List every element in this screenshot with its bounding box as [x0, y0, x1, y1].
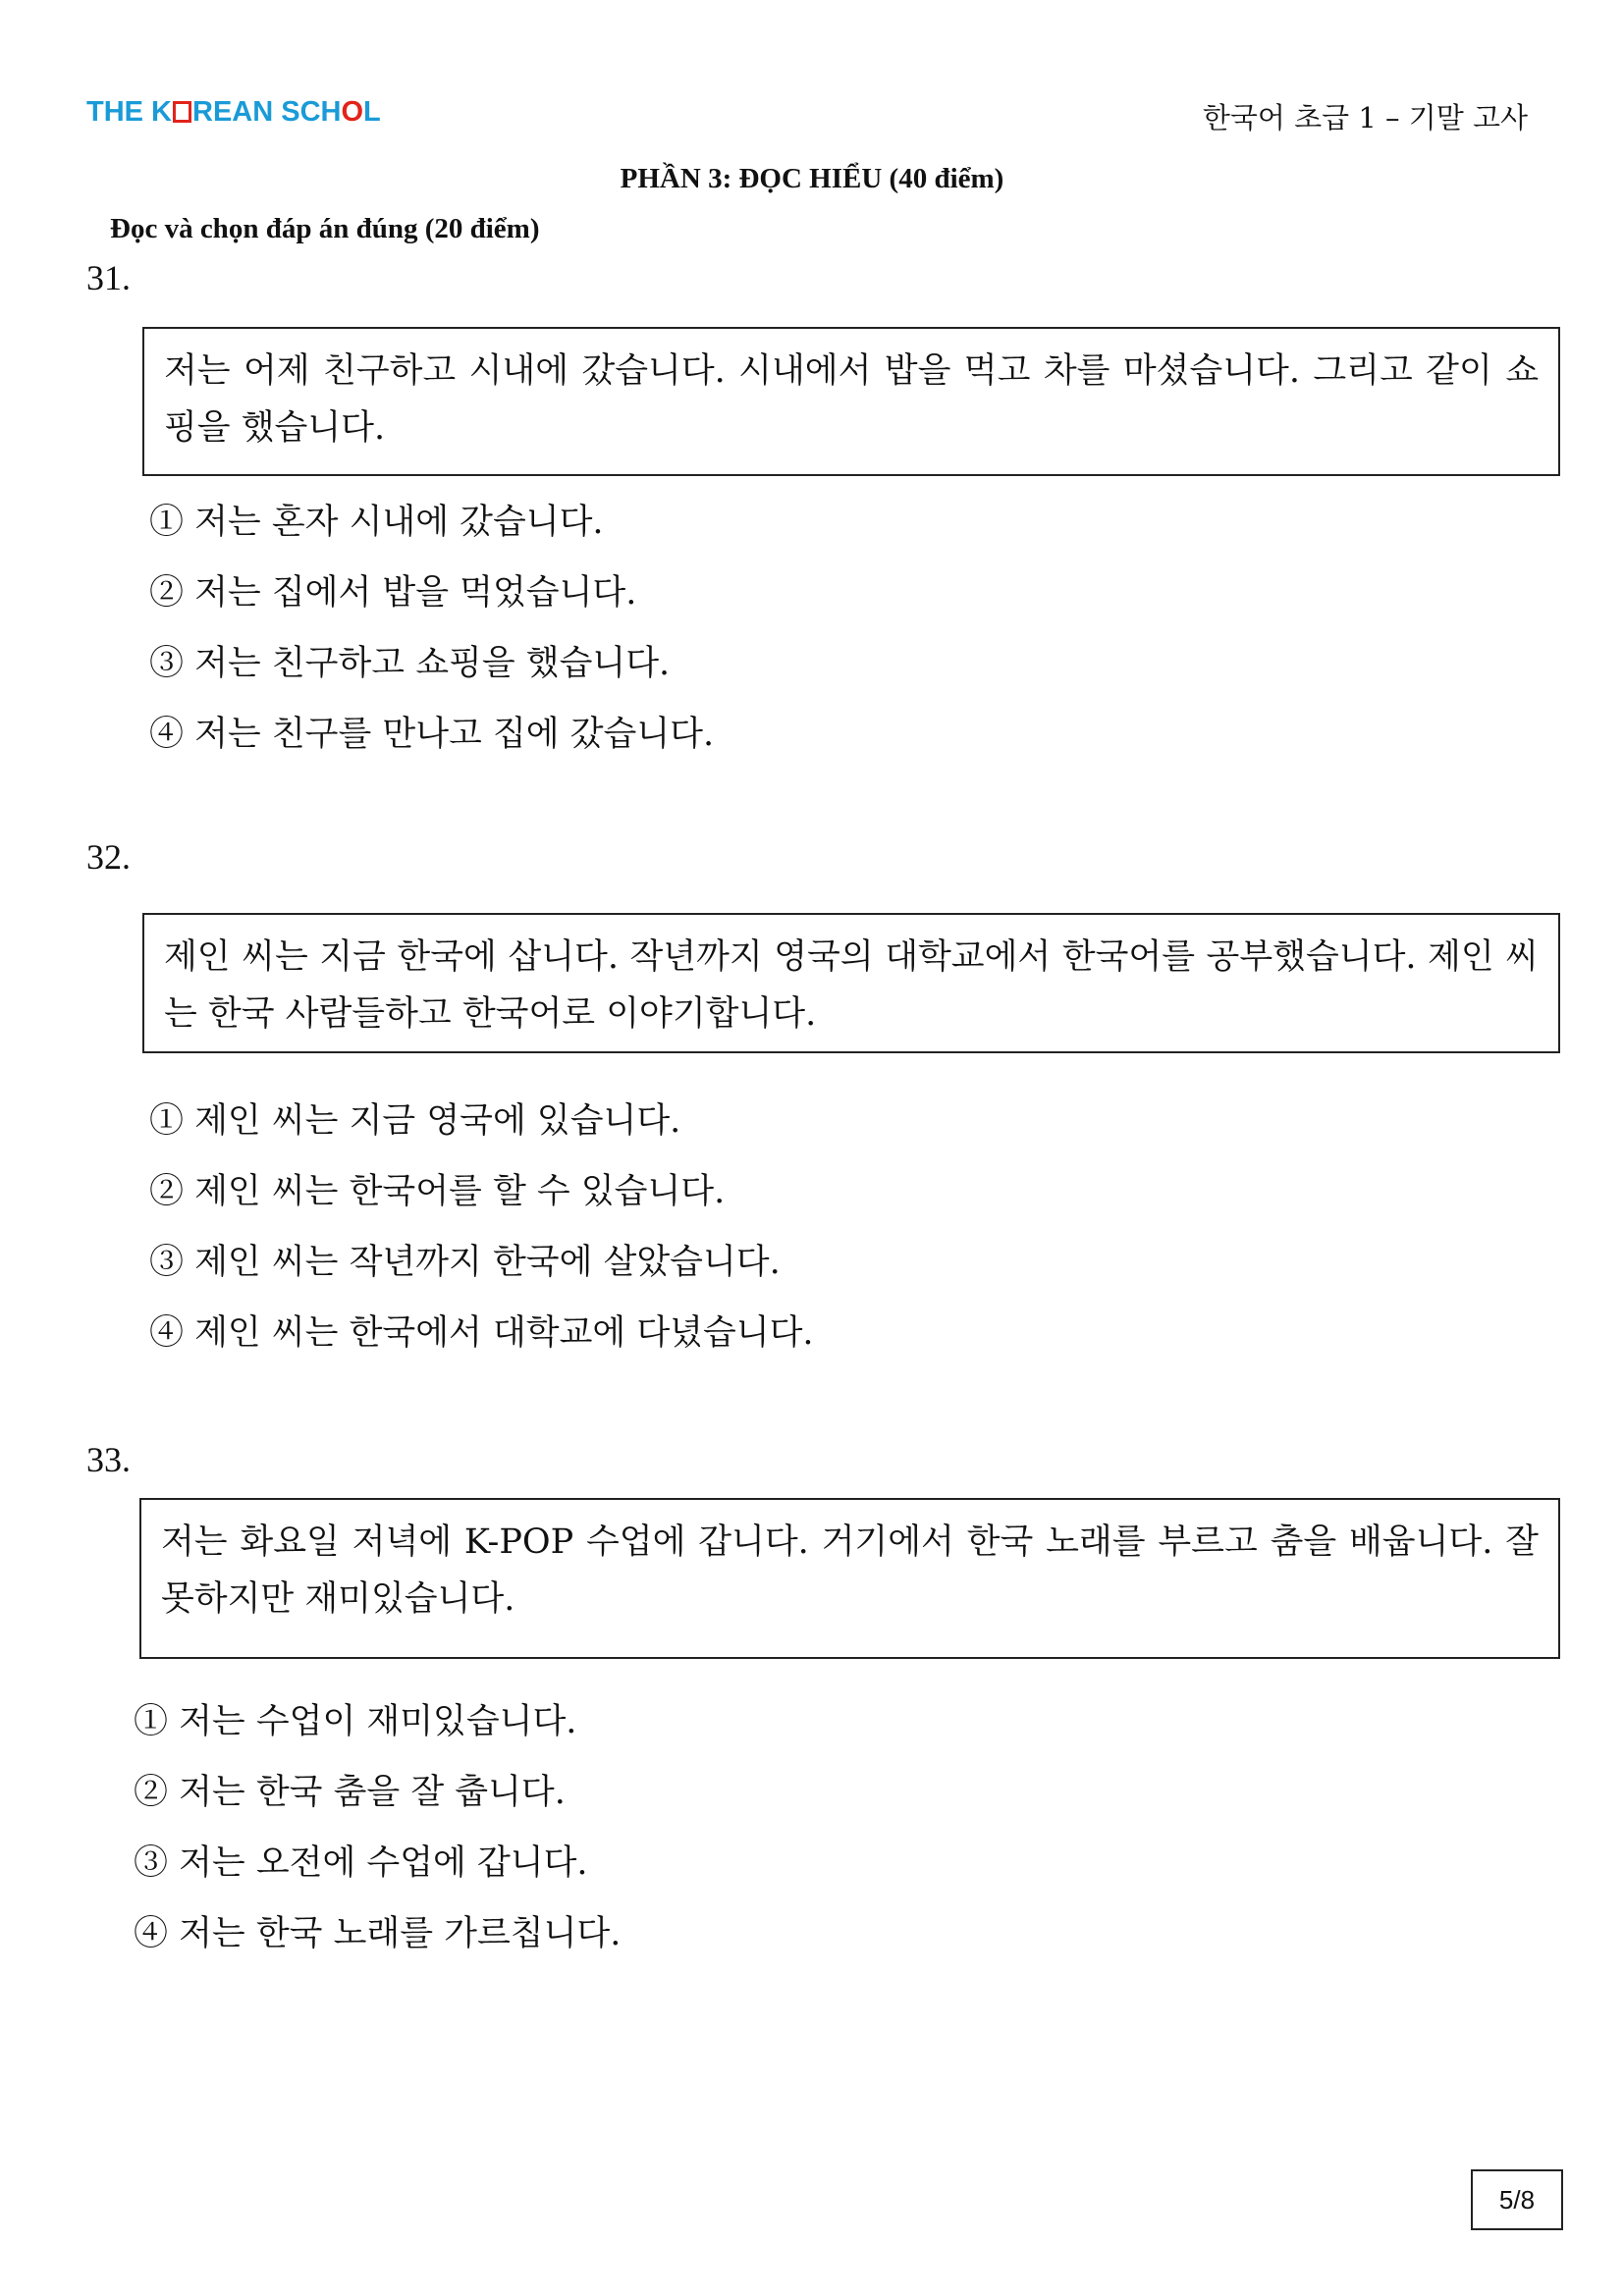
answer-option[interactable]: ④ 저는 친구를 만나고 집에 갔습니다. — [149, 715, 715, 754]
answer-option[interactable]: ① 저는 수업이 재미있습니다. — [134, 1702, 577, 1741]
logo-text-middle: REAN SCH — [192, 96, 342, 128]
question-number: 31. — [86, 258, 131, 297]
logo-text-end: L — [363, 96, 381, 128]
page-number: 5/8 — [1471, 2169, 1563, 2230]
question-passage: 제인 씨는 지금 한국에 삽니다. 작년까지 영국의 대학교에서 한국어를 공부했습니다. 제인 씨는 한국 사람들하고 한국어로 이야기합니다. — [142, 913, 1560, 1053]
section-instruction: Đọc và chọn đáp án đúng (20 điểm) — [110, 213, 540, 244]
logo-text-red-o: O — [341, 96, 364, 128]
logo-square-icon — [173, 101, 191, 123]
school-logo — [86, 96, 381, 129]
section-title: PHẦN 3: ĐỌC HIỂU (40 điểm) — [620, 163, 1004, 194]
answer-option[interactable]: ② 제인 씨는 한국어를 할 수 있습니다. — [149, 1172, 726, 1211]
answer-option[interactable]: ③ 저는 오전에 수업에 갑니다. — [134, 1843, 588, 1883]
answer-option[interactable]: ② 저는 집에서 밥을 먹었습니다. — [149, 573, 637, 613]
question-passage: 저는 화요일 저녁에 K-POP 수업에 갑니다. 거기에서 한국 노래를 부르고 춤을 배웁니다. 잘 못하지만 재미있습니다. — [139, 1498, 1560, 1659]
answer-options — [149, 1086, 814, 1368]
answer-option[interactable]: ③ 저는 친구하고 쇼핑을 했습니다. — [149, 644, 671, 683]
answer-options — [134, 1686, 621, 1969]
answer-option[interactable]: ③ 제인 씨는 작년까지 한국에 살았습니다. — [149, 1243, 781, 1282]
question-number: 33. — [86, 1440, 131, 1479]
logo-text-start: THE K — [86, 96, 172, 128]
answer-option[interactable]: ④ 저는 한국 노래를 가르칩니다. — [134, 1914, 622, 1953]
answer-option[interactable]: ① 저는 혼자 시내에 갔습니다. — [149, 503, 604, 542]
answer-options — [149, 487, 714, 770]
answer-option[interactable]: ② 저는 한국 춤을 잘 춥니다. — [134, 1773, 566, 1812]
answer-option[interactable]: ① 제인 씨는 지금 영국에 있습니다. — [149, 1101, 681, 1141]
answer-option[interactable]: ④ 제인 씨는 한국에서 대학교에 다녔습니다. — [149, 1313, 814, 1353]
question-passage: 저는 어제 친구하고 시내에 갔습니다. 시내에서 밥을 먹고 차를 마셨습니다. 그리고 같이 쇼핑을 했습니다. — [142, 327, 1560, 476]
course-title: 한국어 초급 1 – 기말 고사 — [1202, 101, 1528, 134]
question-number: 32. — [86, 837, 131, 877]
